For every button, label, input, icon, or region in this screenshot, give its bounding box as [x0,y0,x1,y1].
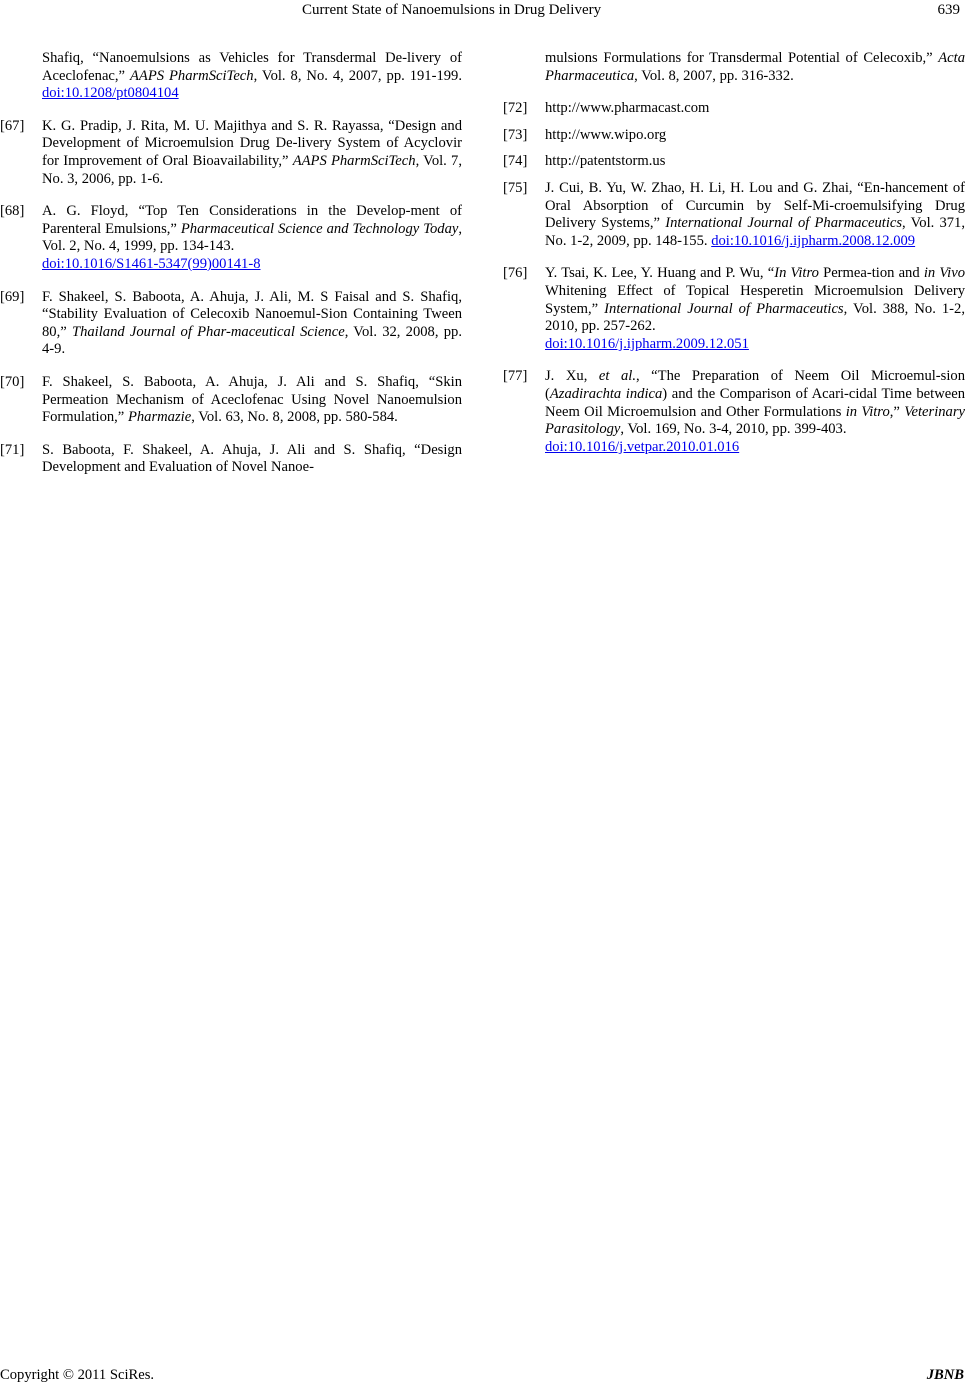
page-number: 639 [937,2,960,18]
doi-link[interactable]: doi:10.1016/S1461-5347(99)00141-8 [42,255,261,272]
journal-abbreviation: JBNB [926,1367,964,1383]
doi-link[interactable]: doi:10.1208/pt0804104 [42,85,179,102]
reference-69: [69] F. Shakeel, S. Baboota, A. Ahuja, J. Ali, M. S Faisal and S. Shafiq, “Stability Evaluation of Celecoxib Nanoemul-Sion Containing Tween 80,” Thailand Journal of Phar-maceutical Science, Vol. 32, 2008, pp. 4-9. [0,288,462,358]
running-title: Current State of Nanoemulsions in Drug Delivery [302,2,602,18]
url-text: http://patentstorm.us [545,153,666,170]
reference-74: [74] http://patentstorm.us [503,153,666,170]
reference-73: [73] http://www.wipo.org [503,126,667,143]
reference-68: [68] A. G. Floyd, “Top Ten Considerations in the Develop-ment of Parenteral Emulsions,” Pharmaceutical Science and Technology Today, Vol. 2, No. 4, 1999, pp. 134-143. doi:10.1016/S1461-5347(99)00141-8 [0,203,463,272]
reference-70: [70] F. Shakeel, S. Baboota, A. Ahuja, J. Ali and S. Shafiq, “Skin Permeation Mechanism of Aceclofenac Using Novel Nanoemulsion Formulation,” Pharmazie, Vol. 63, No. 8, 2008, pp. 580-584. [0,373,462,426]
left-column [0,50,462,492]
doi-link[interactable]: doi:10.1016/j.ijpharm.2009.12.051 [545,335,749,352]
reference-75: [75] J. Cui, B. Yu, W. Zhao, H. Li, H. Lou and G. Zhai, “En-hancement of Oral Absorption of Curcumin by Self-Mi-croemulsifying Drug Delivery Systems,” International Journal of Pharmaceutics, Vol. 371, No. 1-2, 2009, pp. 148-155. doi:10.1016/j.ijpharm.2008.12.009 [503,179,965,249]
reference-continued: Shafiq, “Nanoemulsions as Vehicles for Transdermal De-livery of Aceclofenac,” AAPS PharmSciTech, Vol. 8, No. 4, 2007, pp. 191-199. doi:10.1208/pt0804104 [42,50,463,102]
reference-72: [72] http://www.pharmacast.com [503,100,710,117]
doi-link[interactable]: doi:10.1016/j.ijpharm.2008.12.009 [711,232,916,249]
doi-link[interactable]: doi:10.1016/j.vetpar.2010.01.016 [545,438,740,455]
copyright-notice: Copyright © 2011 SciRes. [0,1367,155,1383]
reference-71: [71] S. Baboota, F. Shakeel, A. Ahuja, J. Ali and S. Shafiq, “Design Development and Evaluation of Novel Nanoe- [0,441,462,476]
url-text: http://www.pharmacast.com [545,100,710,117]
url-text: http://www.wipo.org [545,126,667,143]
right-column [503,50,965,471]
reference-continued: mulsions Formulations for Transdermal Potential of Celecoxib,” Acta Pharmaceutica, Vol. 8, 2007, pp. 316-332. [545,50,965,84]
reference-77: [77] J. Xu, et al., “The Preparation of Neem Oil Microemul-sion (Azadirachta indica) and the Comparison of Acari-cidal Time between Neem Oil Microemulsion and Other Formulations in Vitro,” Veterinary Parasitology, Vol. 169, No. 3-4, 2010, pp. 399-403. doi:10.1016/j.vetpar.2010.01.016 [503,368,965,455]
reference-67: [67] K. G. Pradip, J. Rita, M. U. Majithya and S. R. Rayassa, “Design and Development of Microemulsion Drug De-livery System of Acyclovir for Improvement of Oral Bioavailability,” AAPS PharmSciTech, Vol. 7, No. 3, 2006, pp. 1-6. [0,117,462,187]
reference-76: [76] Y. Tsai, K. Lee, Y. Huang and P. Wu, “In Vitro Permea-tion and in Vivo Whitening Effect of Topical Hesperetin Microemulsion Delivery System,” International Journal of Pharmaceutics, Vol. 388, No. 1-2, 2010, pp. 257-262. doi:10.1016/j.ijpharm.2009.12.051 [503,265,965,352]
